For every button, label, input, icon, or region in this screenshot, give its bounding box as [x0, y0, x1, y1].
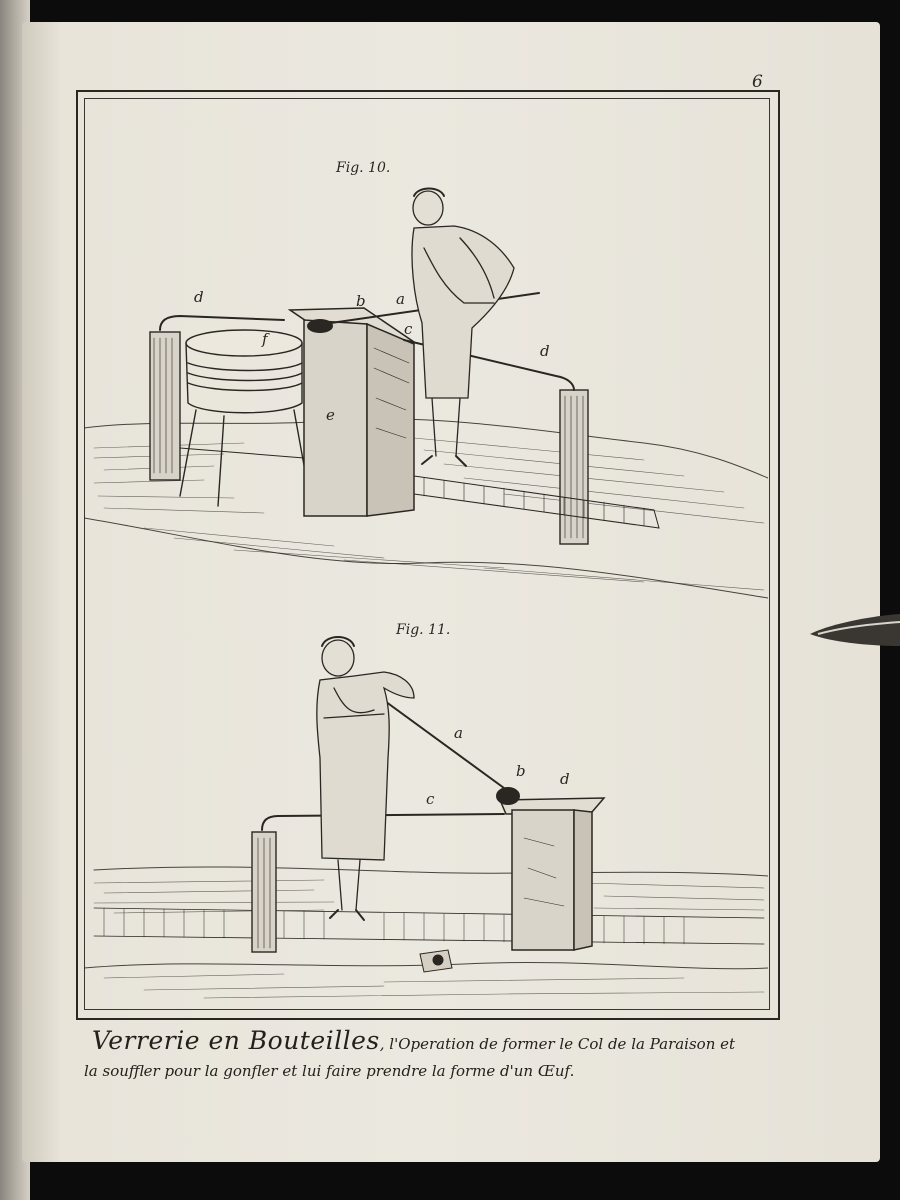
- caption-title: Verrerie en Bouteilles: [92, 1026, 380, 1055]
- fig11-letter-a: a: [454, 724, 463, 742]
- fig10-letter-d-left: d: [194, 288, 204, 306]
- fig-11-label: Fig. 11.: [396, 622, 451, 638]
- page-marker-blade: [810, 612, 900, 650]
- fig11-worker: [317, 637, 414, 920]
- fig10-ground: [84, 419, 768, 598]
- fig11-ground-hatching: [94, 880, 764, 998]
- fig10-letter-b: b: [356, 292, 366, 310]
- fig10-ground-hatching: [94, 438, 764, 590]
- fig10-worker: [412, 189, 514, 467]
- caption-line-1-rest: , l'Operation de former le Col de la Paraison et: [379, 1035, 736, 1053]
- fig11-ground-object: [420, 950, 452, 972]
- caption-line-1: [92, 1026, 735, 1055]
- fig11-rods: [262, 696, 519, 830]
- fig10-letter-f: f: [262, 330, 268, 348]
- fig10-letter-c: c: [404, 320, 413, 338]
- fig11-block: [500, 798, 604, 950]
- plate-number: 6: [752, 72, 763, 92]
- caption-line-2: la souffler pour la gonfler et lui faire prendre la forme d'un Œuf.: [84, 1062, 575, 1080]
- fig10-letter-e: e: [326, 406, 335, 424]
- fig11-rail: [94, 908, 764, 944]
- fig11-letter-b: b: [516, 762, 526, 780]
- fig10-letter-a: a: [396, 290, 405, 308]
- fig11-letter-c: c: [426, 790, 435, 808]
- fig11-letter-d: d: [560, 770, 570, 788]
- fig11-left-post: [252, 832, 276, 952]
- fig10-block: [290, 308, 414, 516]
- fig10-tub: [180, 330, 309, 506]
- engraving-illustration: [84, 98, 768, 1008]
- fig10-right-post: [560, 390, 588, 544]
- fig10-left-post: [150, 332, 180, 480]
- fig10-letter-d-right: d: [540, 342, 550, 360]
- fig-10-label: Fig. 10.: [336, 160, 391, 176]
